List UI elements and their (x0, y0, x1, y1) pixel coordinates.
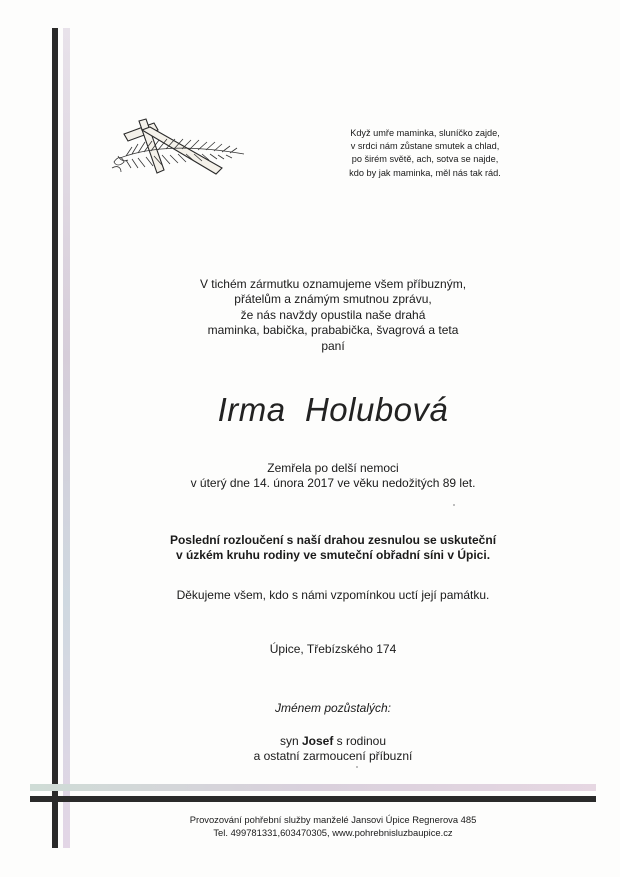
footer-line: Tel. 499781331,603470305, www.pohrebnisluzbaupice.cz (213, 827, 453, 838)
footer-line: Provozování pohřební služby manželé Jansovi Úpice Regnerova 485 (189, 814, 477, 825)
death-line: v úterý dne 14. února 2017 ve věku nedožitých 89 let. (190, 476, 476, 491)
farewell-line: v úzkém kruhu rodiny ve smuteční obřadní síni v Úpici. (175, 548, 491, 563)
death-info (70, 461, 596, 492)
speck (453, 504, 455, 506)
border-vertical-dark (52, 28, 58, 848)
farewell-line: Poslední rozloučení s naší drahou zesnulou se uskuteční (169, 533, 497, 547)
poem-line: v srdci nám zůstane smutek a chlad, (350, 141, 500, 152)
intro-line: maminka, babička, prababička, švagrová a teta (207, 323, 459, 338)
farewell-info (70, 533, 596, 564)
family-line-1-prefix: syn (279, 734, 302, 748)
family-line-1-suffix: s rodinou (333, 734, 387, 748)
poem-line: po širém světě, ach, sotva se najde, (351, 154, 499, 165)
intro-line: V tichém zármutku oznamujeme všem příbuzným, (199, 277, 467, 291)
intro-line: přátelům a známým smutnou zprávu, (234, 292, 432, 307)
family-address: Úpice, Třebízského 174 (269, 642, 397, 656)
thanks-text: Děkujeme všem, kdo s námi vzpomínkou uctí její památku. (176, 588, 490, 602)
cross-with-palm-icon (106, 118, 248, 180)
announcement-intro (70, 277, 596, 354)
poem-line: kdo by jak maminka, měl nás tak rád. (349, 167, 501, 178)
family-signature (70, 734, 596, 765)
intro-line: že nás navždy opustila naše drahá (240, 307, 426, 322)
poem-line: Když umře maminka, sluníčko zajde, (350, 128, 500, 138)
poem (330, 127, 520, 180)
border-horizontal-dark (30, 796, 596, 802)
border-horizontal-light (30, 784, 596, 791)
on-behalf-label: Jménem pozůstalých: (274, 701, 392, 715)
speck (356, 766, 358, 768)
border-vertical-light (63, 28, 70, 848)
family-line-2: a ostatní zarmoucení příbuzní (253, 749, 413, 764)
family-line-1 (70, 734, 596, 749)
deceased-name: Irma Holubová (217, 391, 449, 428)
intro-line: paní (321, 338, 345, 353)
funeral-service-footer (70, 813, 596, 839)
son-name: Josef (301, 734, 334, 748)
death-line: Zemřela po delší nemoci (267, 461, 399, 475)
